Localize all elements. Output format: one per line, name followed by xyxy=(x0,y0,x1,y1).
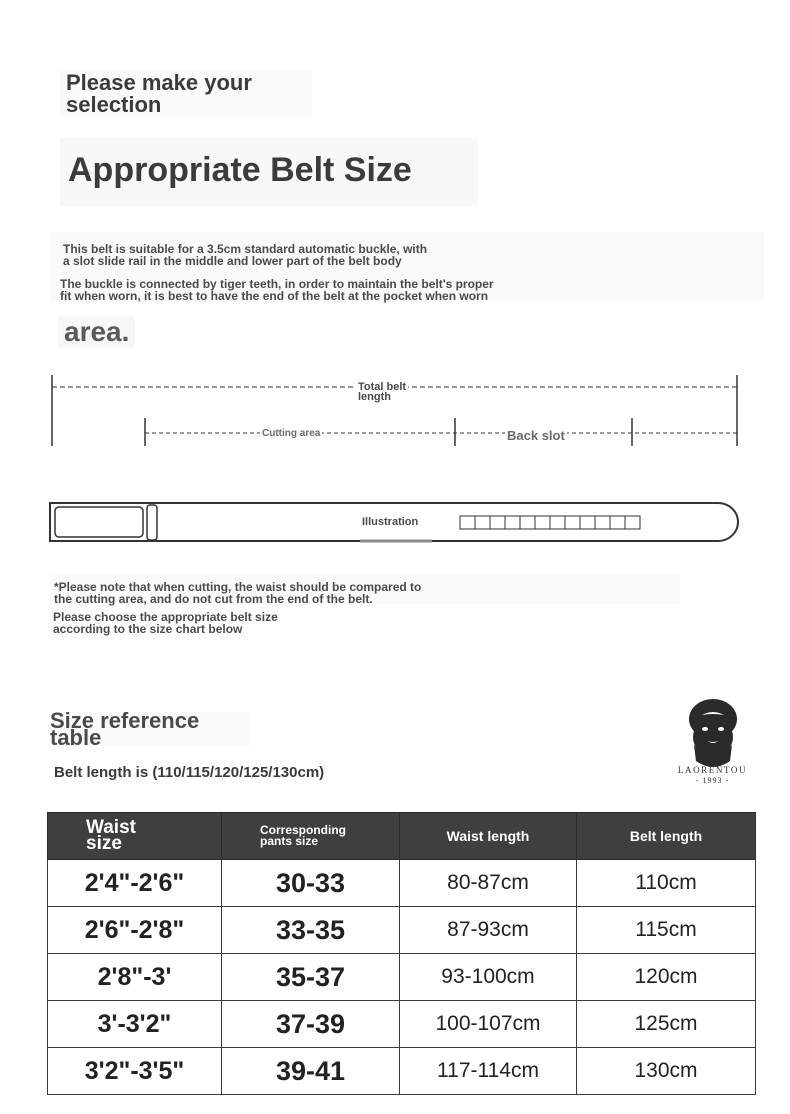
waist-length-cell: 80-87cm xyxy=(400,860,577,907)
waist-size-cell: 3'2"-3'5" xyxy=(48,1048,222,1095)
pants-size-cell: 37-39 xyxy=(222,1001,400,1048)
belt-length-cell: 110cm xyxy=(577,860,756,907)
belt-hole xyxy=(595,516,610,529)
header-belt-length: Belt length xyxy=(577,813,756,860)
buckle-note: This belt is suitable for a 3.5cm standard automatic buckle, with a slot slide rail in the middle and lower part of the belt body xyxy=(63,242,428,268)
back-slot-label: Back slot xyxy=(507,428,565,443)
waist-size-cell: 2'8"-3' xyxy=(48,954,222,1001)
table-header-row xyxy=(48,813,756,860)
size-reference-title: Size reference table xyxy=(50,712,250,746)
belt-hole xyxy=(625,516,640,529)
waist-size-cell: 3'-3'2" xyxy=(48,1001,222,1048)
belt-hole xyxy=(565,516,580,529)
belt-hole xyxy=(580,516,595,529)
header-pants-size: Corresponding pants size xyxy=(222,813,400,860)
table-row xyxy=(48,1001,756,1048)
fit-note-tail: area. xyxy=(58,316,135,348)
belt-hole xyxy=(475,516,490,529)
belt-hole xyxy=(610,516,625,529)
header-waist-size: Waist size xyxy=(48,813,222,860)
buckle-bar xyxy=(147,505,157,540)
cutting-area-label: Cutting area xyxy=(262,428,321,439)
cutting-note: *Please note that when cutting, the waist should be compared to the cutting area, and do not cut from the end of the belt. xyxy=(54,580,422,606)
belt-length-cell: 125cm xyxy=(577,1001,756,1048)
waist-size-cell: 2'6"-2'8" xyxy=(48,907,222,954)
table-row xyxy=(48,860,756,907)
table-row xyxy=(48,954,756,1001)
pants-size-cell: 35-37 xyxy=(222,954,400,1001)
size-chart-note: Please choose the appropriate belt size according to the size chart below xyxy=(53,610,278,636)
waist-length-cell: 100-107cm xyxy=(400,1001,577,1048)
waist-length-cell: 117-114cm xyxy=(400,1048,577,1095)
belt-hole xyxy=(550,516,565,529)
table-row xyxy=(48,907,756,954)
waist-size-cell: 2'4"-2'6" xyxy=(48,860,222,907)
table-row xyxy=(48,1048,756,1095)
header-waist-length: Waist length xyxy=(400,813,577,860)
buckle-plate xyxy=(55,507,143,537)
total-length-label: Total belt length xyxy=(358,381,407,403)
pants-size-cell: 33-35 xyxy=(222,907,400,954)
brand-year: - 1993 - xyxy=(695,776,730,785)
belt-length-cell: 130cm xyxy=(577,1048,756,1095)
pants-size-cell: 30-33 xyxy=(222,860,400,907)
belt-hole xyxy=(505,516,520,529)
belt-hole xyxy=(460,516,475,529)
belt-holes xyxy=(460,516,640,529)
fit-note: The buckle is connected by tiger teeth, in order to maintain the belt's proper fit when worn, it is best to have the end of the belt at the pocket when worn xyxy=(60,277,494,303)
belt-hole xyxy=(535,516,550,529)
belt-length-cell: 115cm xyxy=(577,907,756,954)
belt-hole xyxy=(520,516,535,529)
page-title: Appropriate Belt Size xyxy=(60,138,478,206)
waist-length-cell: 87-93cm xyxy=(400,907,577,954)
belt-length-cell: 120cm xyxy=(577,954,756,1001)
belt-hole xyxy=(490,516,505,529)
waist-length-cell: 93-100cm xyxy=(400,954,577,1001)
size-table xyxy=(47,812,756,1095)
illustration-label: Illustration xyxy=(362,516,419,528)
selection-heading: Please make your selection xyxy=(60,70,312,118)
pants-size-cell: 39-41 xyxy=(222,1048,400,1095)
brand-name: LAORENTOU xyxy=(677,765,748,775)
belt-length-line: Belt length is (110/115/120/125/130cm) xyxy=(54,764,325,781)
